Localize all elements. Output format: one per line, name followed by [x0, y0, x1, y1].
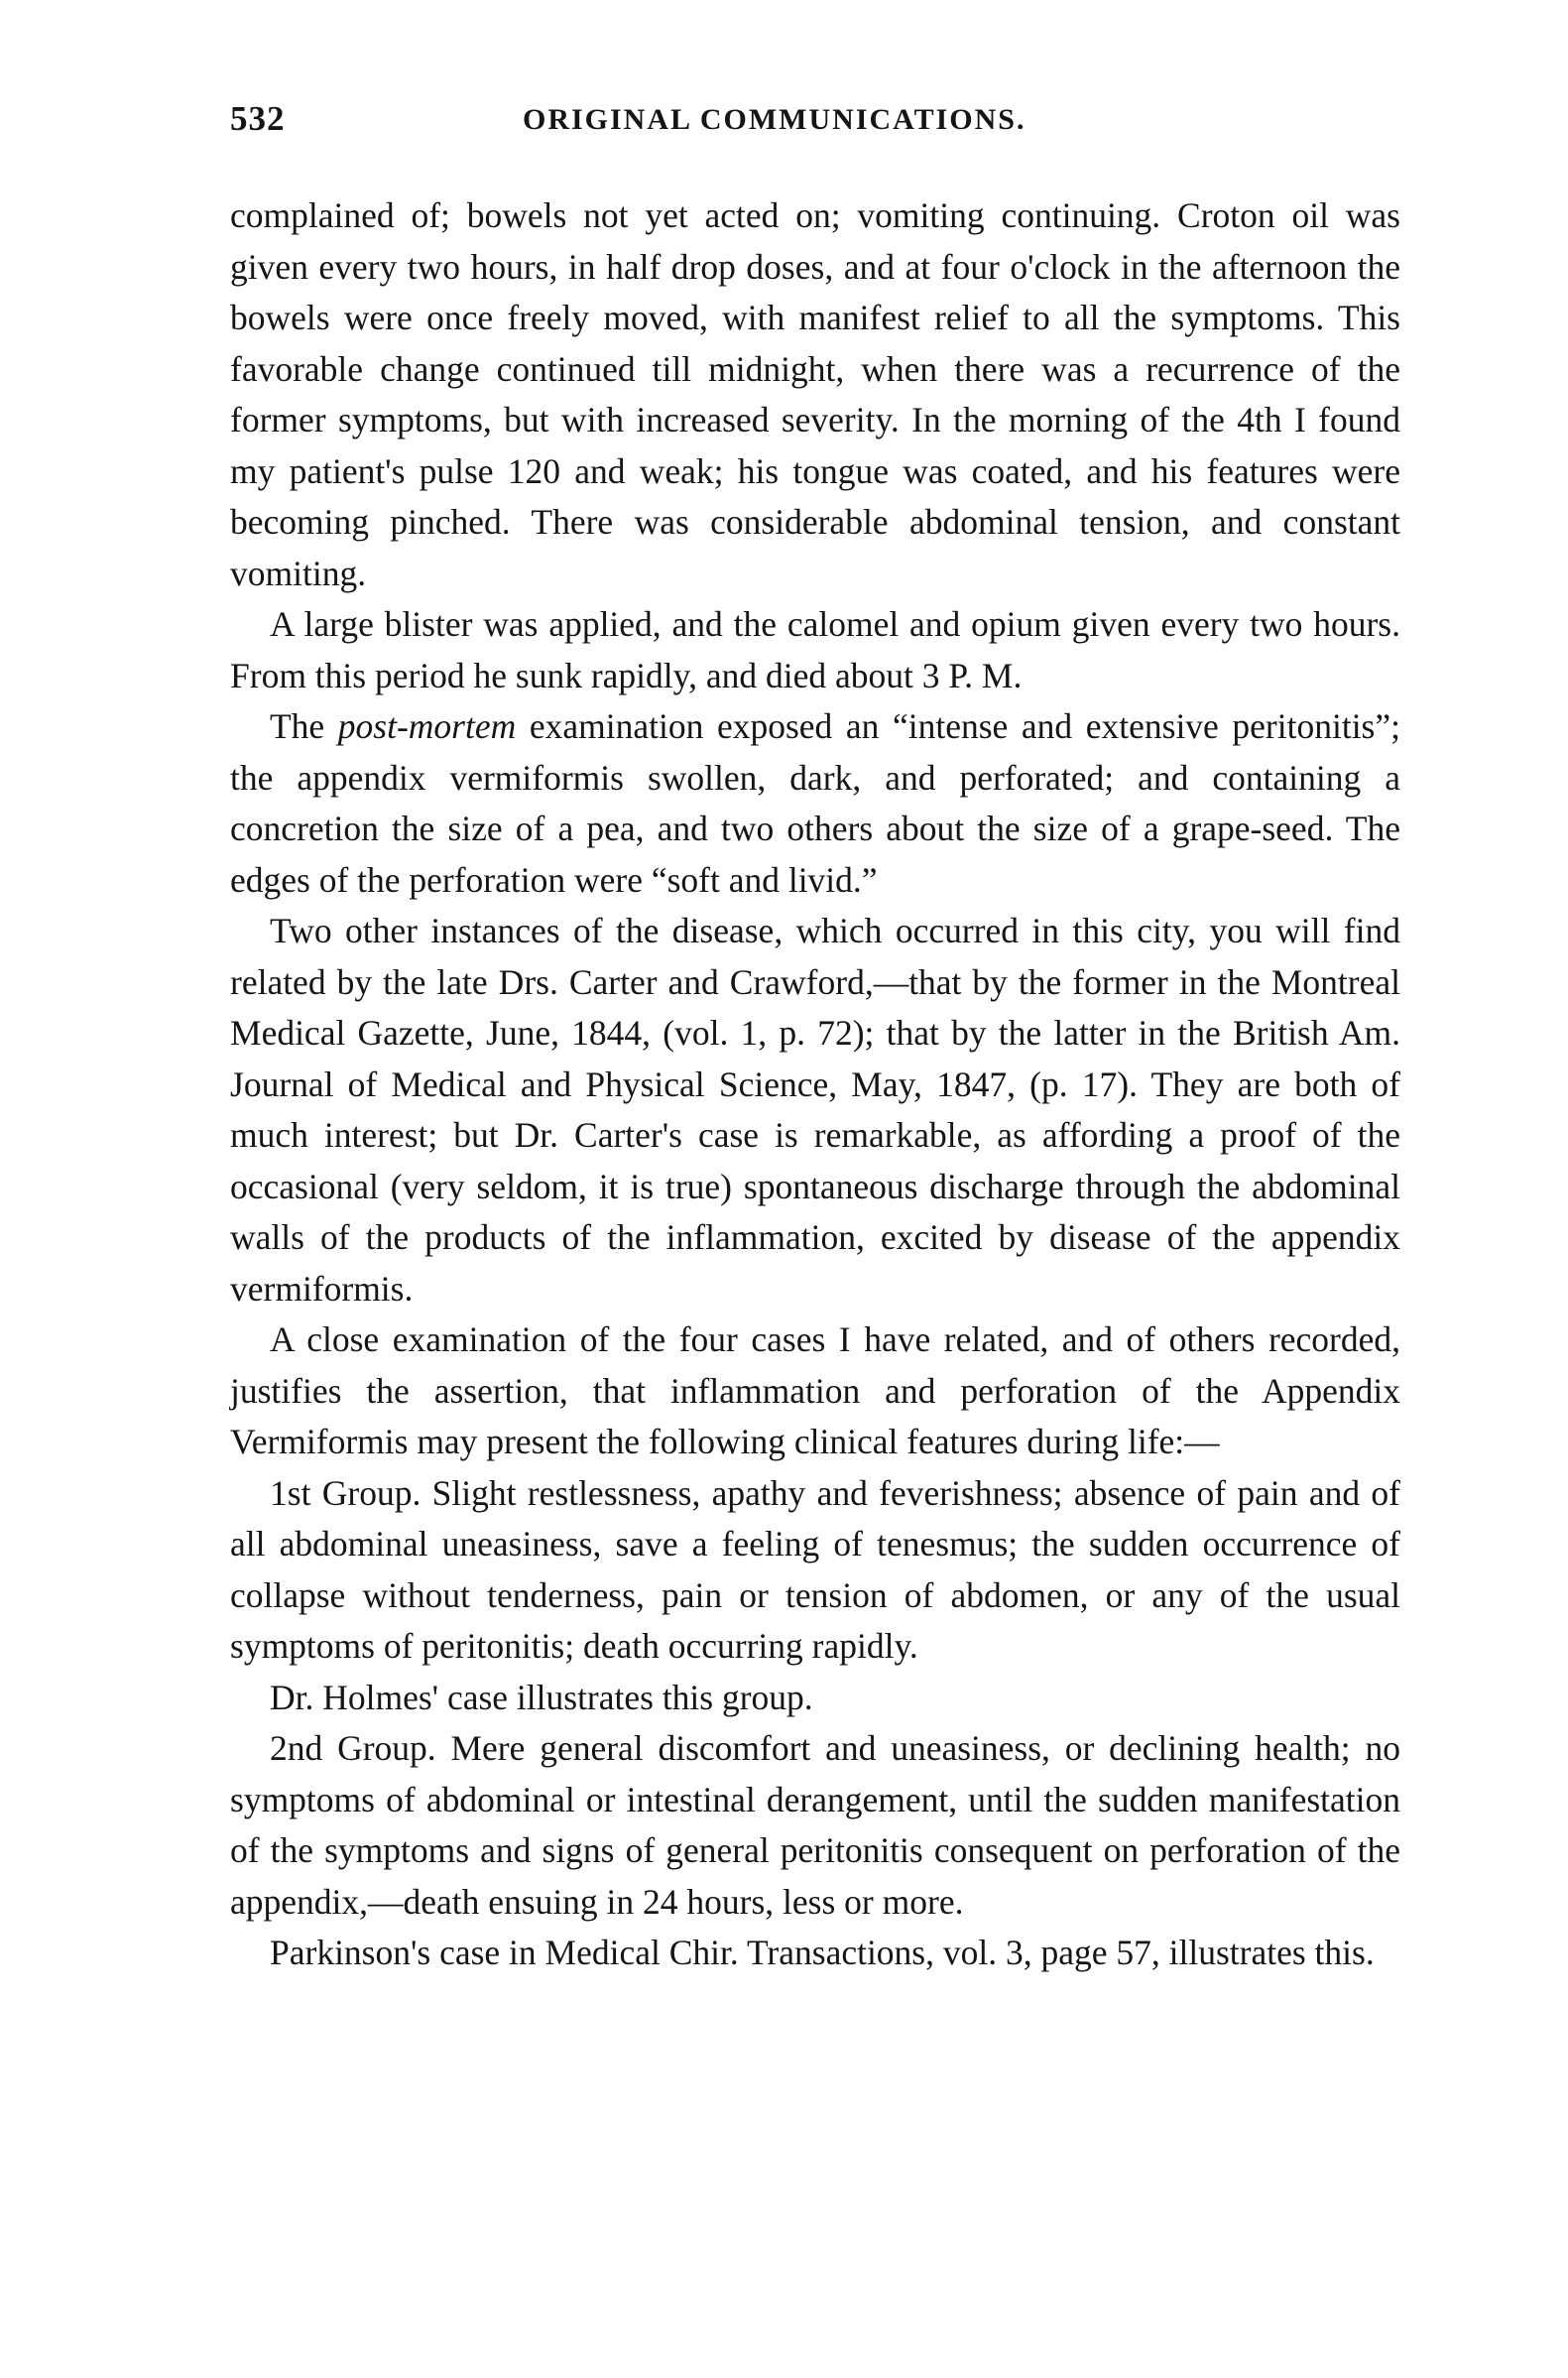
- page: [230, 99, 1400, 1979]
- running-head: [230, 99, 1400, 151]
- paragraph-first-group: 1st Group. Slight restlessness, apathy and feverishness; absence of pain and of all abdominal uneasiness, save a feeling of tenesmus; the sudden occurrence of collapse without tenderness, pain or tension of abdomen, or any of the usual symptoms of peritonitis; death occurring rapidly.: [230, 1472, 1400, 1666]
- paragraph-clinical-features: A close examination of the four cases I have related, and of others recorded, justifies the assertion, that inflammation and perforation of the Appendix Vermiformis may present the following clinical features during life:—: [230, 1319, 1400, 1461]
- paragraph-post-mortem: [230, 701, 1400, 906]
- post-mortem-term: post-mortem: [337, 706, 517, 746]
- page-number: 532: [230, 99, 286, 138]
- post-mortem-findings: examination exposed an “intense and extensive peritonitis”; the appendix vermiformis swollen, dark, and perforated; and containing a concretion the size of a pea, and two others about the size of a grape-seed. The edges of the perforation were “soft and livid.”: [230, 706, 1400, 900]
- paragraph-second-group: 2nd Group. Mere general discomfort and uneasiness, or declining health; no symptoms of abdominal or intestinal derangement, until the sudden manifestation of the symptoms and signs of general peritonitis consequent on perforation of the appendix,—death ensuing in 24 hours, less or more.: [230, 1728, 1400, 1922]
- post-mortem-lead: The: [270, 706, 338, 746]
- running-title: ORIGINAL COMMUNICATIONS.: [523, 103, 1026, 136]
- paragraph-holmes-case: Dr. Holmes' case illustrates this group.: [270, 1677, 813, 1717]
- paragraph-blister: A large blister was applied, and the calomel and opium given every two hours. From this period he sunk rapidly, and died about 3 P. M.: [230, 604, 1400, 695]
- body-text: [230, 190, 1400, 1979]
- paragraph-other-instances: Two other instances of the disease, which occurred in this city, you will find related by the late Drs. Carter and Crawford,—that by the former in the Montreal Medical Gazette, June, 1844, (vol. 1, p. 72); that by the latter in the British Am. Journal of Medical and Physical Science, May, 1847, (p. 17). They are both of much interest; but Dr. Carter's case is remarkable, as affording a proof of the occasional (very seldom, it is true) spontaneous discharge through the abdominal walls of the products of the inflammation, excited by disease of the appendix vermiformis.: [230, 911, 1400, 1309]
- paragraph-case-continuation: complained of; bowels not yet acted on; vomiting continuing. Croton oil was given every two hours, in half drop doses, and at four o'clock in the afternoon the bowels were once freely moved, with manifest relief to all the symptoms. This favorable change continued till midnight, when there was a recurrence of the former symptoms, but with increased severity. In the morning of the 4th I found my patient's pulse 120 and weak; his tongue was coated, and his features were becoming pinched. There was considerable abdominal tension, and constant vomiting.: [230, 195, 1400, 593]
- paragraph-parkinson-case: Parkinson's case in Medical Chir. Transactions, vol. 3, page 57, illustrates this.: [270, 1933, 1375, 1972]
